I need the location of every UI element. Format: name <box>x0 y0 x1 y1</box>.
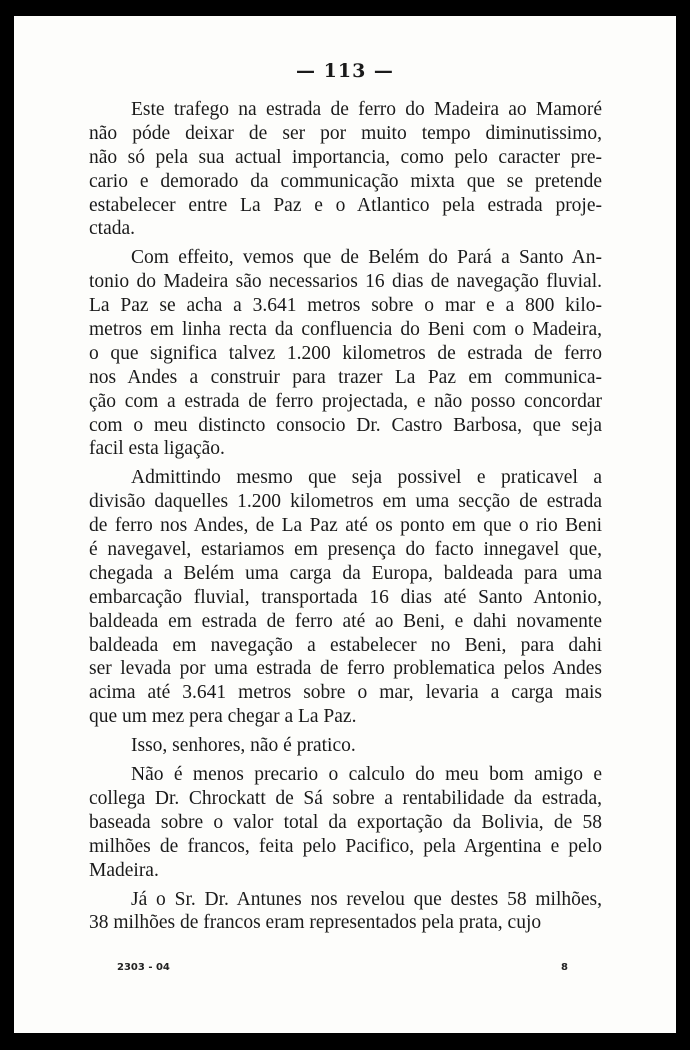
paragraph <box>89 466 602 729</box>
text-line: Isso, senhores, não é pratico. <box>131 735 356 757</box>
text-line: Madeira. <box>89 859 159 881</box>
paragraph <box>89 763 602 882</box>
paragraph <box>89 734 602 758</box>
body-text <box>89 98 602 940</box>
text-line: de ferro nos Andes, de La Paz até os ponto em que o rio Beni <box>89 515 602 537</box>
text-line: Já o Sr. Dr. Antunes nos revelou que destes 58 milhões, <box>131 888 602 910</box>
text-line: embarcação fluvial, transportada 16 dias até Santo Antonio, <box>89 586 602 608</box>
text-line: tonio do Madeira são necessarios 16 dias de navegação fluvial. <box>89 271 602 293</box>
book-page <box>14 16 676 1033</box>
text-line: baldeada em estrada de ferro até ao Beni, e dahi novamente <box>89 610 602 632</box>
paragraph <box>89 98 602 241</box>
footer-print-code: 2303 - 04 <box>117 962 170 973</box>
text-line: chegada a Belém uma carga da Europa, baldeada para uma <box>89 562 602 584</box>
text-line: milhões de francos, feita pelo Pacifico, pela Argentina e pelo <box>89 835 602 857</box>
text-line: acima até 3.641 metros sobre o mar, levaria a carga mais <box>89 682 602 704</box>
text-line: não póde deixar de ser por muito tempo diminutissimo, <box>89 122 602 144</box>
text-line: baseada sobre o valor total da exportação da Bolivia, de 58 <box>89 811 602 833</box>
text-line: não só pela sua actual importancia, como pelo caracter pre- <box>89 146 602 168</box>
footer-signature-mark: 8 <box>561 962 568 973</box>
text-line: que um mez pera chegar a La Paz. <box>89 706 357 728</box>
text-line: cario e demorado da communicação mixta que se pretende <box>89 170 602 192</box>
page-number: — 113 — <box>296 60 394 82</box>
text-line: o que significa talvez 1.200 kilometros de estrada de ferro <box>89 342 602 364</box>
text-line: La Paz se acha a 3.641 metros sobre o mar e a 800 kilo- <box>89 295 602 317</box>
paragraph <box>89 246 602 461</box>
paragraph <box>89 888 602 936</box>
text-line: baldeada em navegação a estabelecer no Beni, para dahi <box>89 634 602 656</box>
text-line: ção com a estrada de ferro projectada, e não posso concordar <box>89 390 602 412</box>
text-line: ctada. <box>89 218 136 240</box>
text-line: Não é menos precario o calculo do meu bom amigo e <box>131 764 602 786</box>
text-line: é navegavel, estariamos em presença do facto innegavel que, <box>89 539 602 561</box>
text-line: estabelecer entre La Paz e o Atlantico pela estrada proje- <box>89 194 602 216</box>
text-line: divisão daquelles 1.200 kilometros em uma secção de estrada <box>89 491 602 513</box>
text-line: ser levada por uma estrada de ferro problematica pelos Andes <box>89 658 602 680</box>
text-line: com o meu distincto consocio Dr. Castro Barbosa, que seja <box>89 414 602 436</box>
text-line: facil esta ligação. <box>89 438 225 460</box>
text-line: metros em linha recta da confluencia do Beni com o Madeira, <box>89 319 602 341</box>
text-line: Admittindo mesmo que seja possivel e praticavel a <box>131 467 602 489</box>
text-line: Este trafego na estrada de ferro do Madeira ao Mamoré <box>131 99 602 120</box>
text-line: Com effeito, vemos que de Belém do Pará a Santo An- <box>131 247 602 269</box>
text-line: nos Andes a construir para trazer La Paz em communica- <box>89 366 602 388</box>
text-line: 38 milhões de francos eram representados pela prata, cujo <box>89 912 542 934</box>
text-line: collega Dr. Chrockatt de Sá sobre a rentabilidade da estrada, <box>89 787 602 809</box>
